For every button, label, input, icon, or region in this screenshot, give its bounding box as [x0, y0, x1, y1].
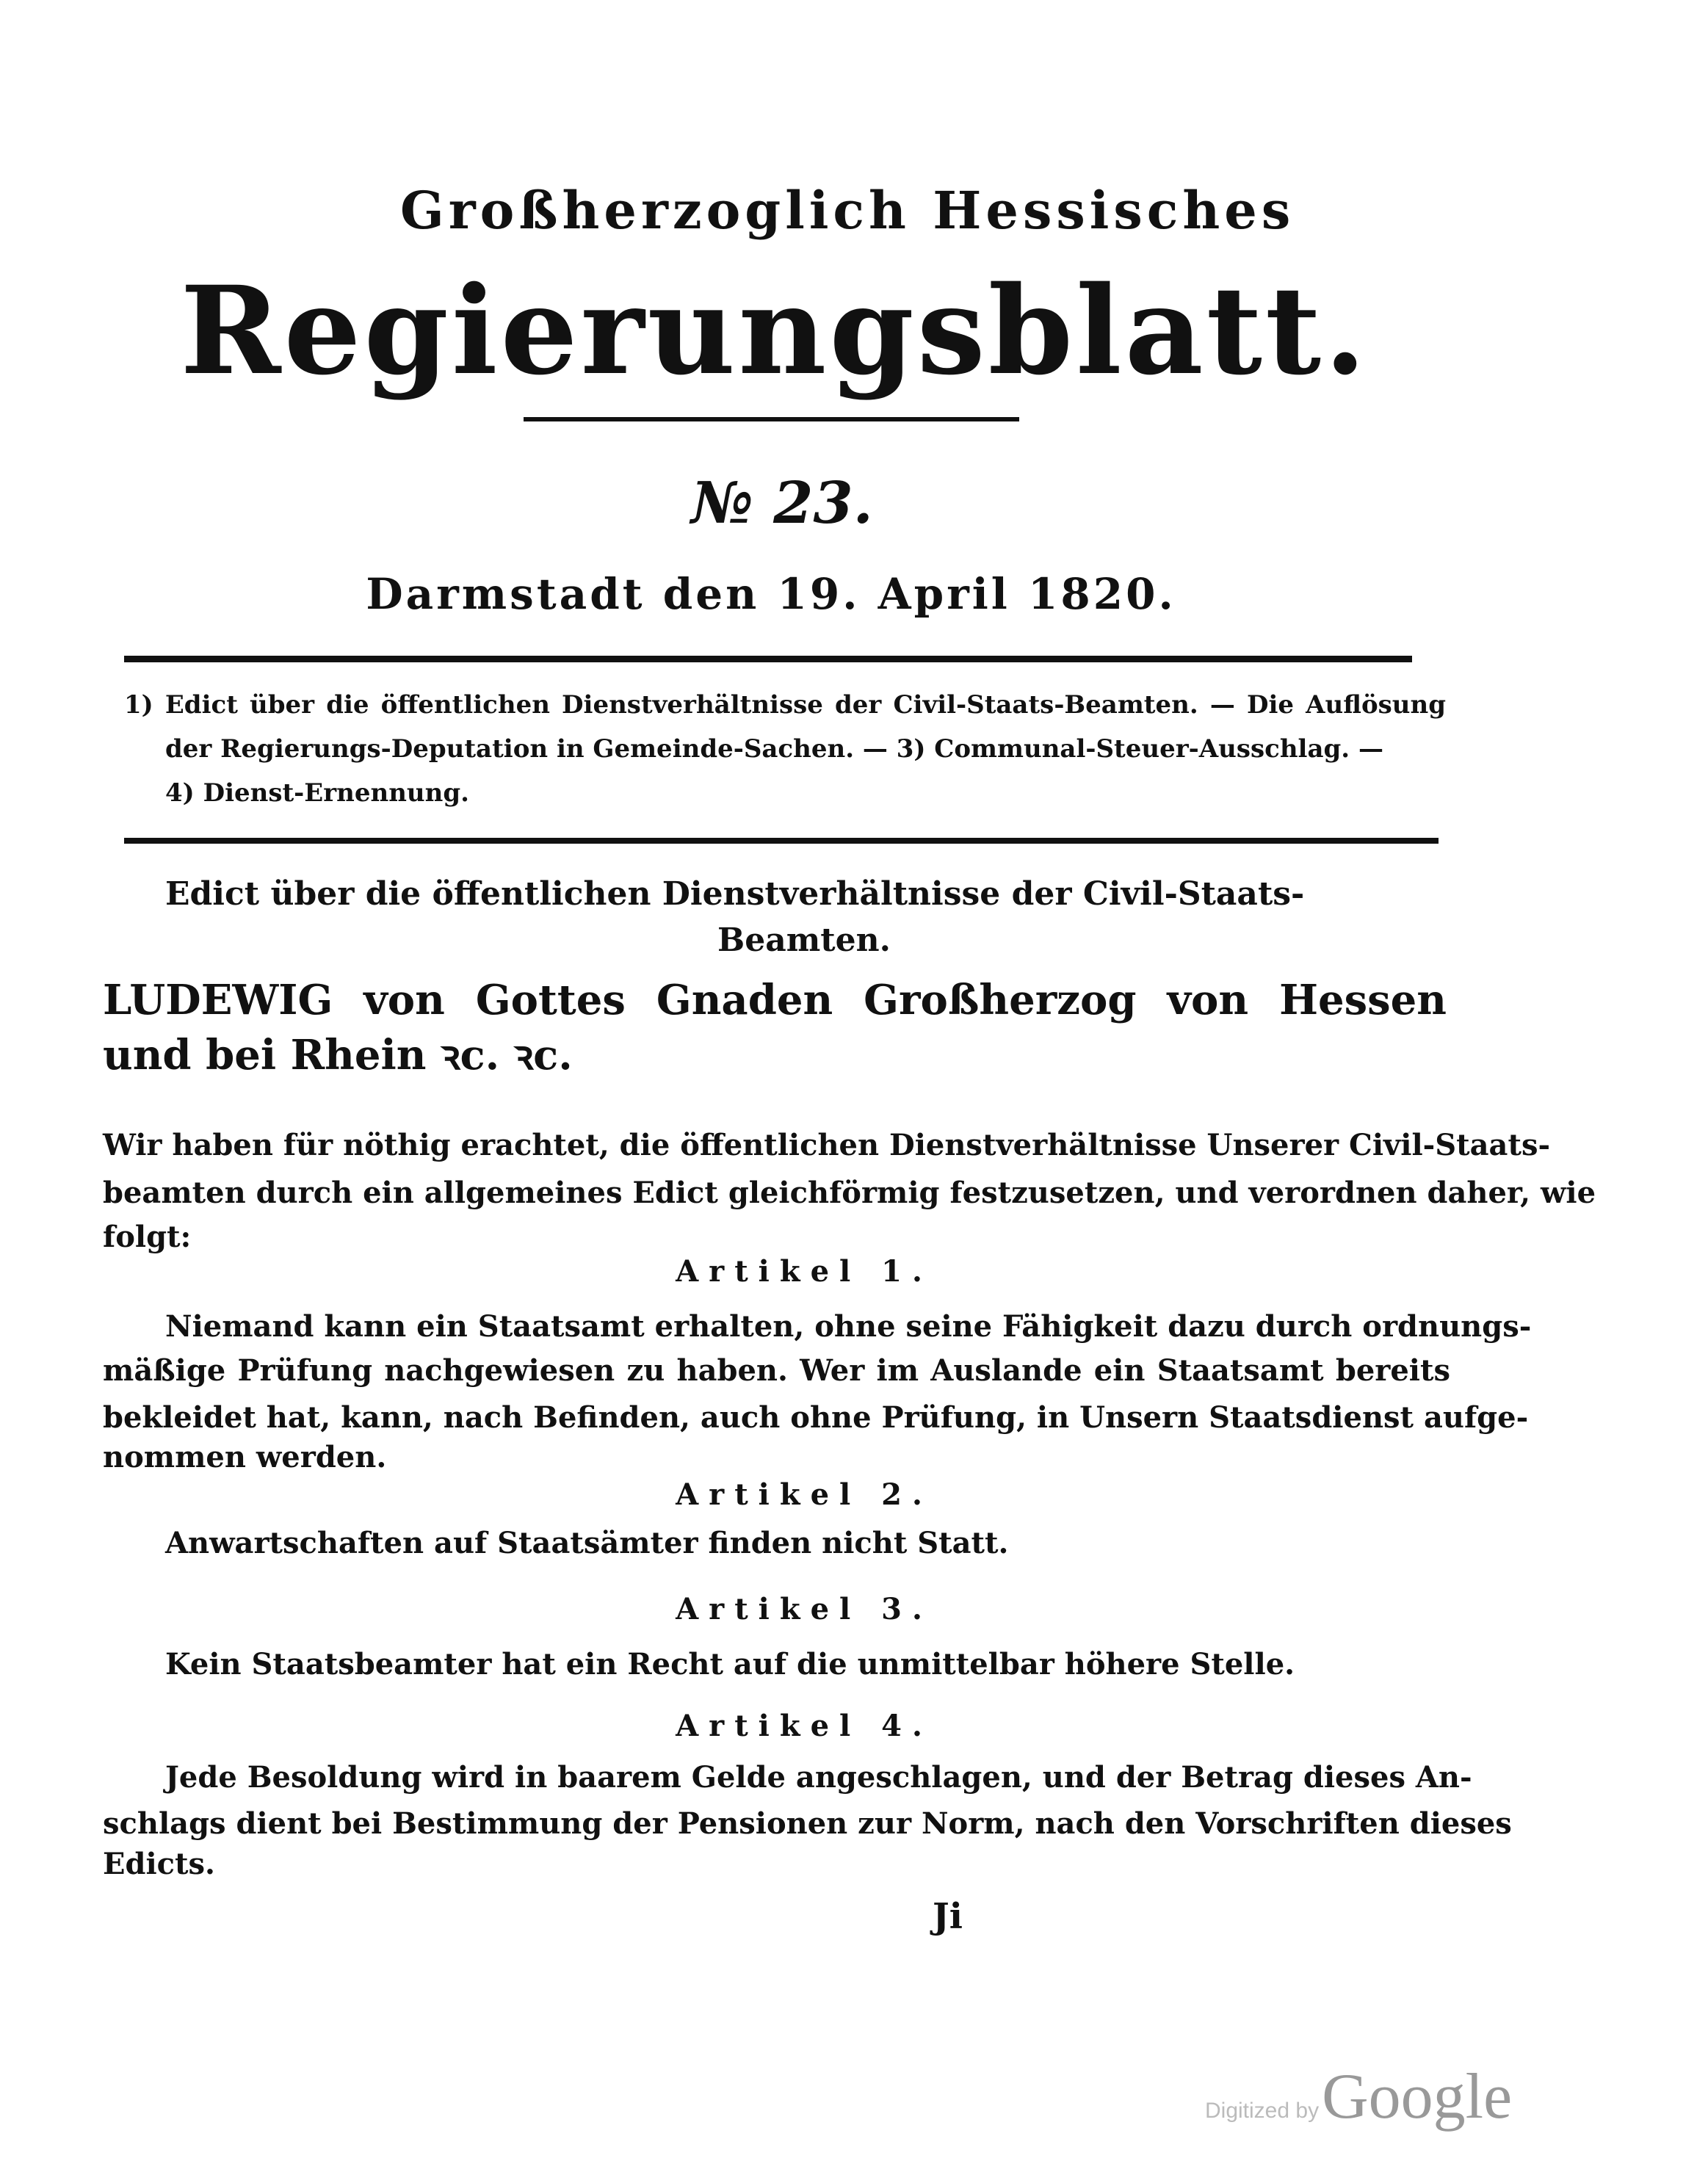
article-line: Kein Staatsbeamter hat ein Recht auf die unmittelbar höhere Stelle. [165, 1647, 1295, 1682]
article-line: Niemand kann ein Staatsamt erhalten, ohne seine Fähigkeit dazu durch ordnungs- [165, 1309, 1532, 1344]
article-heading: Artikel 2. [676, 1477, 933, 1512]
preamble-line: folgt: [103, 1220, 192, 1254]
watermark-prefix: Digitized by [1205, 2099, 1320, 2123]
ruler-title: LUDEWIG von Gottes Gnaden Großherzog von Hessen [103, 976, 1447, 1024]
ruler-title: und bei Rhein ꝛc. ꝛc. [103, 1031, 573, 1079]
preamble-line: Wir haben für nöthig erachtet, die öffentlichen Dienstverhältnisse Unserer Civil-Staats- [103, 1128, 1551, 1162]
contents-line: 4) Dienst-Ernennung. [165, 778, 469, 808]
article-heading: Artikel 1. [676, 1254, 933, 1289]
masthead-line1: Großherzoglich Hessisches [400, 180, 1295, 241]
article-line: schlags dient bei Bestimmung der Pensionen zur Norm, nach den Vorschriften dieses [103, 1806, 1512, 1841]
contents-line: 1) Edict über die öffentlichen Dienstverhältnisse der Civil-Staats-Beamten. — Die Auflösung [124, 690, 1446, 720]
issue-number: № 23. [691, 470, 873, 537]
article-line: Anwartschaften auf Staatsämter finden nicht Statt. [165, 1526, 1009, 1560]
contents-line: der Regierungs-Deputation in Gemeinde-Sachen. — 3) Communal-Steuer-Ausschlag. — [165, 734, 1383, 764]
divider [124, 838, 1439, 844]
article-line: mäßige Prüfung nachgewiesen zu haben. Wer im Auslande ein Staatsamt bereits [103, 1353, 1450, 1388]
article-line: Jede Besoldung wird in baarem Gelde angeschlagen, und der Betrag dieses An- [165, 1760, 1472, 1795]
google-logo: Google [1322, 2061, 1513, 2132]
edict-title: Edict über die öffentlichen Dienstverhältnisse der Civil-Staats- [165, 875, 1305, 913]
article-heading: Artikel 3. [676, 1592, 933, 1626]
article-line: bekleidet hat, kann, nach Befinden, auch ohne Prüfung, in Unsern Staatsdienst aufge- [103, 1400, 1529, 1435]
masthead-title: Regierungsblatt. [180, 259, 1369, 402]
preamble-line: beamten durch ein allgemeines Edict gleichförmig festzusetzen, und verordnen daher, wie [103, 1176, 1596, 1210]
article-line: nommen werden. [103, 1440, 387, 1474]
divider [524, 417, 1019, 421]
digitized-watermark [1205, 2060, 1512, 2134]
article-line: Edicts. [103, 1847, 215, 1881]
edict-title: Beamten. [717, 922, 891, 959]
signature-mark: Ji [933, 1896, 963, 1937]
divider [124, 656, 1412, 662]
article-heading: Artikel 4. [676, 1709, 933, 1743]
issue-date: Darmstadt den 19. April 1820. [366, 569, 1176, 619]
